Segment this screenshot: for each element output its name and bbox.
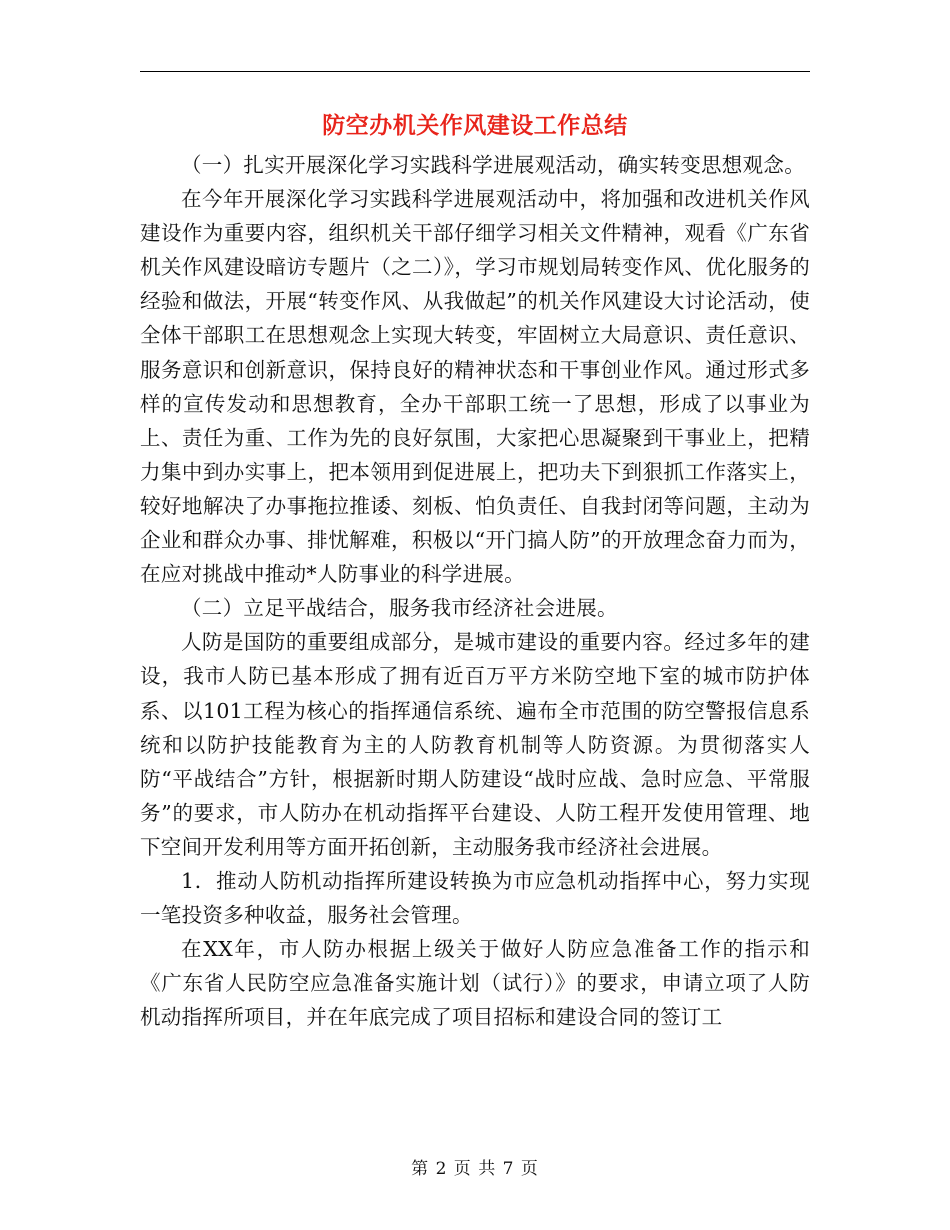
document-title: 防空办机关作风建设工作总结 [322,112,628,139]
body-paragraph: 在今年开展深化学习实践科学进展观活动中，将加强和改进机关作风建设作为重要内容，组织机关干部仔细学习相关文件精神，观看《广东省机关作风建设暗访专题片（之二）》，学习市规划局转变作风、优化服务的经验和做法，开展“转变作风、从我做起”的机关作风建设大讨论活动，使全体干部职工在思想观念上实现大转变，牢固树立大局意识、责任意识、服务意识和创新意识，保持良好的精神状态和干事创业作风。通过形式多样的宣传发动和思想教育，全办干部职工统一了思想，形成了以事业为上、责任为重、工作为先的良好氛围，大家把心思凝聚到干事业上，把精力集中到办实事上，把本领用到促进展上，把功夫下到狠抓工作落实上，较好地解决了办事拖拉推诿、刻板、怕负责任、自我封闭等问题，主动为企业和群众办事、排忧解难，积极以“开门搞人防”的开放理念奋力而为，在应对挑战中推动*人防事业的科学进展。 [140,187,810,587]
body-paragraph: 在XX年，市人防办根据上级关于做好人防应急准备工作的指示和《广东省人民防空应急准备实施计划（试行）》的要求，申请立项了人防机动指挥所项目，并在年底完成了项目招标和建设合同的签订工 [140,937,810,1030]
subsection-heading-1: 1．推动人防机动指挥所建设转换为市应急机动指挥中心，努力实现一笔投资多种收益，服务社会管理。 [140,868,810,928]
body-paragraph: 人防是国防的重要组成部分，是城市建设的重要内容。经过多年的建设，我市人防已基本形成了拥有近百万平方米防空地下室的城市防护体系、以101工程为核心的指挥通信系统、遍布全市范围的防空警报信息系统和以防护技能教育为主的人防教育机制等人防资源。为贯彻落实人防“平战结合”方针，根据新时期人防建设“战时应战、急时应急、平常服务”的要求，市人防办在机动指挥平台建设、人防工程开发使用管理、地下空间开发利用等方面开拓创新，主动服务我市经济社会进展。 [140,630,810,859]
page-footer: 第 2 页 共 7 页 [411,1159,539,1179]
document-body [140,148,810,1034]
header-rule [140,71,810,72]
section-heading-2: （二）立足平战结合，服务我市经济社会进展。 [181,596,618,621]
section-heading-1: （一）扎实开展深化学习实践科学进展观活动，确实转变思想观念。 [181,153,805,177]
